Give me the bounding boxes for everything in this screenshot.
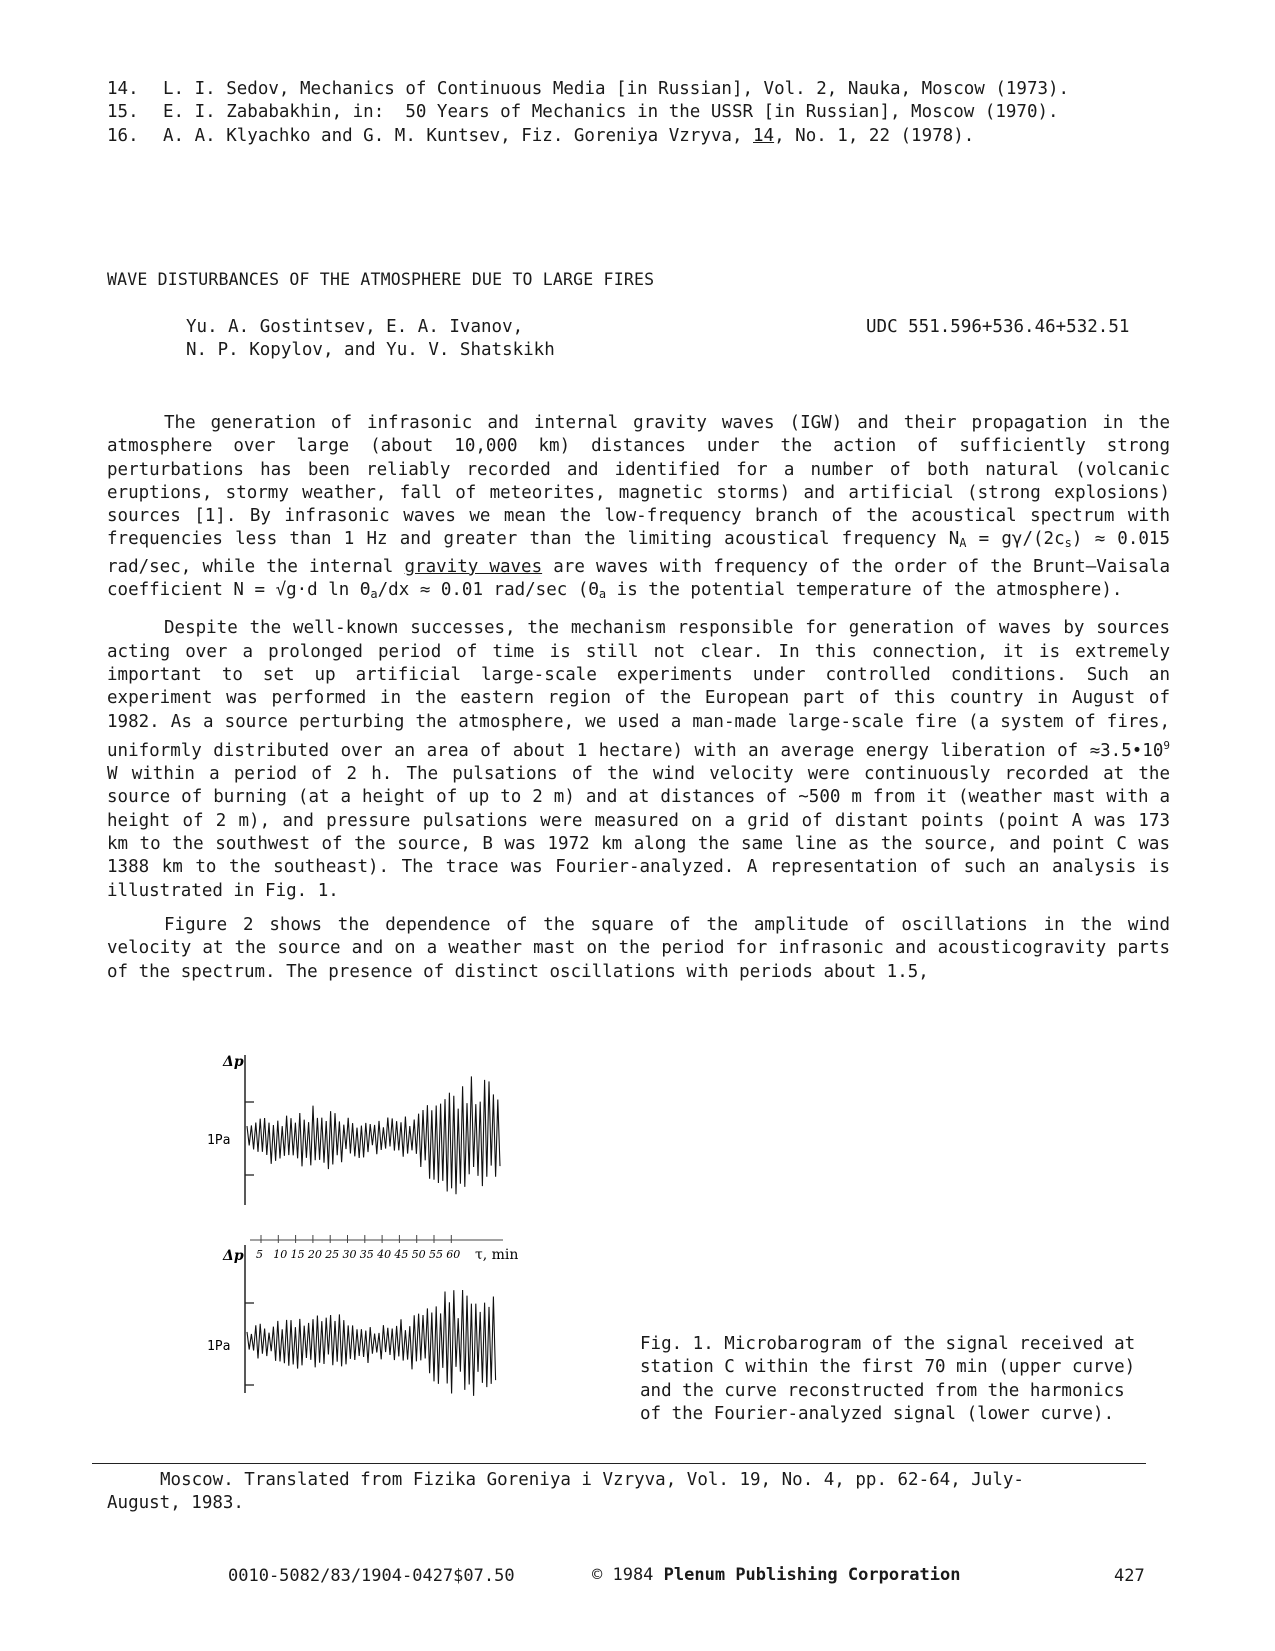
authors-line: Yu. A. Gostintsev, E. A. Ivanov, [186,317,524,337]
figure-1 [205,1050,575,1450]
author-list [186,316,555,363]
upper-axis-label: Δp [223,1054,244,1070]
reference-number: 15. [107,102,139,123]
reference-item [107,78,1187,101]
time-tick-label: 10 [273,1248,288,1261]
figure-caption: Fig. 1. Microbarogram of the signal received at station C within the first 70 min (upper curve) and the curve reconstructed from the harmonics of the Fourier-analyzed signal (lower curve). [640,1334,1136,1424]
page-number: 427 [1114,1566,1145,1586]
copyright-line: © 1984 Plenum Publishing Corporation [592,1565,961,1585]
lower-signal-trace [247,1290,496,1396]
reference-text: L. I. Sedov, Mechanics of Continuous Media [in Russian], Vol. 2, Nauka, Moscow (1973). [163,79,1070,99]
reference-number: 14. [107,79,139,99]
time-tick-label: 55 [429,1248,443,1261]
time-tick-label: 50 [411,1248,426,1261]
volume-number: 14 [753,125,775,146]
time-tick-label: 5 [256,1248,263,1261]
footnote-divider [92,1463,1146,1464]
reference-number: 16. [107,125,139,146]
time-tick-label: 45 [394,1248,409,1261]
time-axis-labels [256,1248,460,1261]
microbarogram-plot [205,1050,575,1450]
footnote [107,1469,1187,1516]
reference-list [107,78,1187,148]
time-tick-label: 25 [325,1248,340,1261]
paragraph: Despite the well-known successes, the mechanism responsible for generation of waves by sources acting over a prolonged period of time is still not clear. In this connection, it is extremely important to set up artificial large-scale experiments under controlled conditions. Such an experiment was performed in the eastern region of the European part of this country in August of 1982. As a source perturbing the atmosphere, we used a man-made large-scale fire (a system of fires, uniformly distributed over an area of about 1 hectare) with an average energy liberation of $\approx 3.5•10^9$ W within a period of 2 h. The pulsations of the wind velocity were continuously recorded at the source of burning (at a height of up to 2 m) and at distances of ~500 m from it (weather mast with a height of 2 m), and pressure pulsations were measured on a grid of distant points (point A was 173 km to the southwest of the source, B was 1972 km along the same line as the source, and point C was 1388 km to the southeast). The trace was Fourier-analyzed. A representation of such an analysis is illustrated in Fig. 1. [107,618,1170,901]
reference-text: A. A. Klyachko and G. M. Kuntsev, Fiz. Goreniya Vzryva, 14, No. 1, 22 (1978). [163,125,975,146]
upper-scale-label: 1Pa [207,1133,231,1148]
time-axis-ticks [261,1235,451,1243]
time-axis-unit: τ, min [475,1247,519,1263]
upper-signal-trace [247,1076,500,1194]
time-tick-label: 20 [307,1248,322,1261]
footnote-line: August, 1983. [107,1493,244,1514]
udc-code: UDC 551.596+536.46+532.51 [866,317,1130,337]
article-body [107,412,1170,995]
publisher-name: Plenum Publishing Corporation [663,1565,961,1585]
paragraph: Figure 2 shows the dependence of the square of the amplitude of oscillations in the wind velocity at the source and on a weather mast on the period for infrasonic and acousticogravity parts of the spectrum. The presence of distinct oscillations with periods about 1.5, [107,914,1170,982]
reference-item [107,101,1187,124]
time-tick-label: 60 [446,1248,461,1261]
serial-number: 0010-5082/83/1904-0427$07.50 [228,1566,515,1586]
time-tick-label: 30 [342,1248,357,1261]
lower-axis-label: Δp [223,1248,244,1264]
authors-line: N. P. Kopylov, and Yu. V. Shatskikh [186,340,555,361]
paragraph: The generation of infrasonic and internal gravity waves (IGW) and their propagation in the atmosphere over large (about 10,000 km) distances under the action of sufficiently strong perturbations has been reliably recorded and identified for a number of both natural (volcanic eruptions, stormy weather, fall of meteorites, magnetic storms) and artificial (strong explosions) sources [1]. By infrasonic waves we mean the low-frequency branch of the acoustical spectrum with frequencies less than 1 Hz and greater than the limiting acoustical frequency $N_A = g\gamma/(2c_s) \approx 0.015$ rad/sec, while the internal gravity waves are waves with frequency of the order of the Brunt—Vaisala coefficient N = √g·d $\ln \Theta_a/dx \approx 0.01$ rad/sec ($\Theta_a$ is the potential temperature of the atmosphere). [107,413,1170,602]
time-tick-label: 15 [290,1248,305,1261]
time-tick-label: 40 [377,1248,392,1261]
footnote-line: Moscow. Translated from Fizika Goreniya i Vzryva, Vol. 19, No. 4, pp. 62-64, July- [160,1470,1024,1490]
lower-scale-label: 1Pa [207,1339,231,1354]
article-title: WAVE DISTURBANCES OF THE ATMOSPHERE DUE TO LARGE FIRES [107,270,655,289]
reference-text: E. I. Zababakhin, in: 50 Years of Mechanics in the USSR [in Russian], Moscow (1970). [163,102,1059,123]
time-tick-label: 35 [359,1248,374,1261]
reference-item [107,125,1187,148]
